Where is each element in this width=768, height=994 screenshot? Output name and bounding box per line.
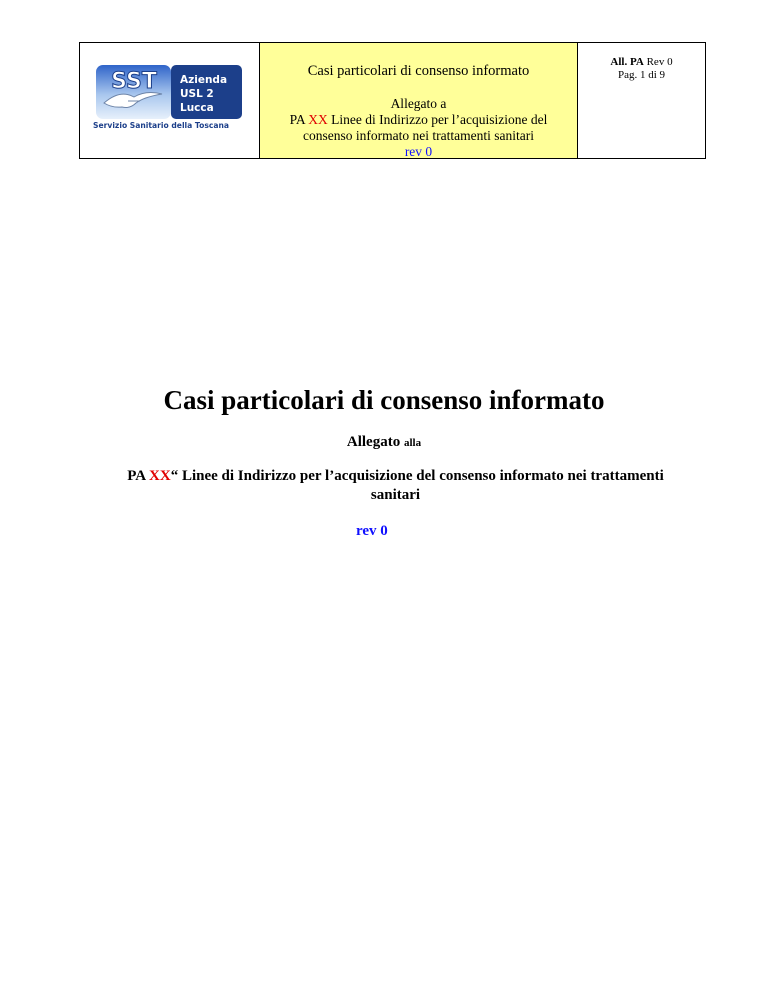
header-line2: consenso informato nei trattamenti sanitari <box>303 128 534 143</box>
allegato-line: Allegato alla <box>346 434 422 450</box>
revision-label: rev 0 <box>356 523 388 539</box>
pa-reference: PA XX“ Linee di Indirizzo per l’acquisizione del consenso informato nei trattamenti sanitari <box>127 468 664 503</box>
logo-caption: Servizio Sanitario della Toscana <box>93 121 229 130</box>
header-pa-line: PA XX Linee di Indirizzo per l’acquisizione del <box>289 112 548 127</box>
header-page-number: Pag. 1 di 9 <box>617 69 666 81</box>
document-header <box>79 42 706 159</box>
logo-cell <box>80 43 260 158</box>
logo-line-2: USL 2 <box>180 88 214 100</box>
header-rev: rev 0 <box>404 144 433 159</box>
header-allegato: Allegato a <box>390 96 447 111</box>
header-title-cell <box>260 43 578 158</box>
usl-logo <box>94 63 244 126</box>
header-pa-code: XX <box>308 112 328 127</box>
logo-line-3: Lucca <box>180 102 214 114</box>
document-title: Casi particolari di consenso informato <box>163 385 605 415</box>
header-ref: All. PA Rev 0 <box>610 56 673 68</box>
logo-sst-text: SST <box>111 69 157 94</box>
header-ref-cell <box>578 43 705 158</box>
logo-line-1: Azienda <box>180 74 228 86</box>
header-title: Casi particolari di consenso informato <box>307 63 530 79</box>
header-subtitle <box>260 96 577 160</box>
pa-code: XX <box>149 468 171 484</box>
